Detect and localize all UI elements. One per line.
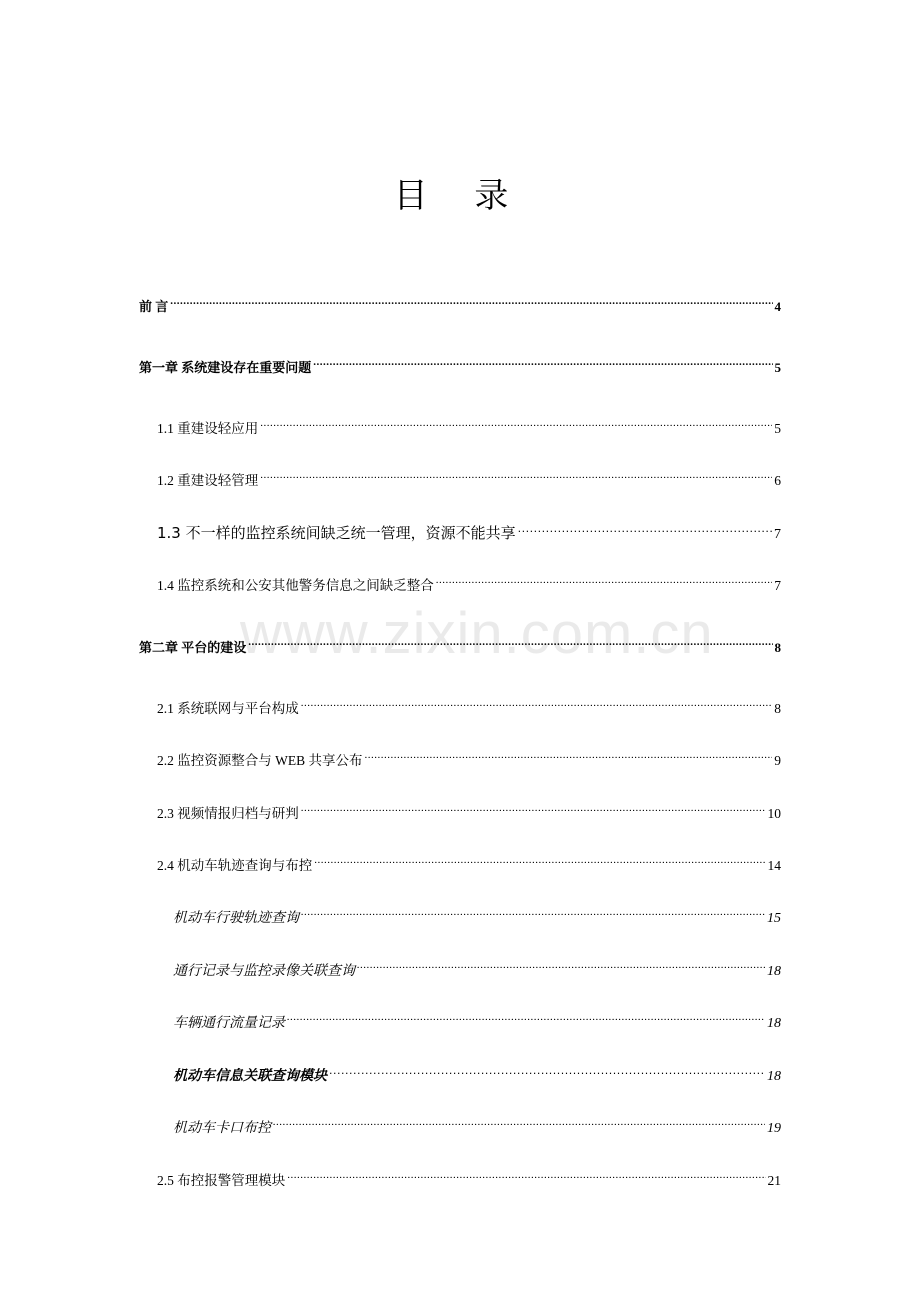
- toc-page-number: 7: [774, 527, 781, 542]
- toc-entry-section-2-1[interactable]: [157, 691, 781, 716]
- toc-leader: [260, 463, 772, 485]
- toc-leader: [365, 743, 773, 765]
- toc-entry-label: 2.1 系统联网与平台构成: [157, 701, 299, 716]
- toc-page-number: 15: [767, 911, 781, 926]
- toc-page-number: 5: [774, 421, 781, 436]
- toc-leader: [287, 1005, 765, 1027]
- toc-leader: [301, 691, 773, 713]
- toc-entry-section-2-3[interactable]: [157, 796, 781, 821]
- toc-entry-label: 机动车行驶轨迹查询: [173, 911, 299, 926]
- toc-entry-label: 2.3 视频情报归档与研判: [157, 806, 299, 821]
- toc-entry-chapter-1[interactable]: [139, 350, 781, 375]
- toc-page-number: 10: [767, 806, 781, 821]
- toc-entry-label: 1.1 重建设轻应用: [157, 421, 259, 436]
- toc-page-number: 9: [774, 753, 781, 768]
- toc-entry-label: 车辆通行流量记录: [173, 1016, 285, 1031]
- toc-page-number: 7: [774, 578, 781, 593]
- toc-entry-section-1-4[interactable]: [157, 568, 781, 593]
- toc-page-number: 4: [774, 299, 781, 314]
- toc-entry-label: 第一章 系统建设存在重要问题: [139, 360, 312, 375]
- toc-entry-label: 通行记录与监控录像关联查询: [173, 964, 355, 979]
- toc-entry-section-2-4[interactable]: [157, 848, 781, 873]
- toc-entry-vehicle-info-module[interactable]: [173, 1058, 781, 1084]
- toc-entry-label: 2.4 机动车轨迹查询与布控: [157, 858, 313, 873]
- toc-entry-vehicle-track-query[interactable]: [173, 900, 781, 926]
- toc-entry-label: 1.3 不一样的监控系统间缺乏统一管理，资源不能共享: [157, 524, 516, 542]
- toc-leader: [260, 411, 772, 433]
- toc-entry-label: 机动车信息关联查询模块: [173, 1068, 327, 1084]
- toc-page-number: 19: [767, 1121, 781, 1136]
- toc-entry-label: 1.4 监控系统和公安其他警务信息之间缺乏整合: [157, 578, 434, 593]
- toc-entry-label: 机动车卡口布控: [173, 1121, 271, 1136]
- toc-leader: [273, 1110, 765, 1132]
- toc-entry-label: 2.5 布控报警管理模块: [157, 1173, 286, 1188]
- toc-page-number: 6: [774, 473, 781, 488]
- toc-entry-section-1-3[interactable]: [157, 516, 781, 542]
- toc-leader: [518, 516, 772, 538]
- toc-page-number: 8: [774, 701, 781, 716]
- page-title: 目 录: [393, 176, 527, 216]
- watermark: www.zixin.com.cn: [240, 601, 714, 666]
- toc-leader: [313, 350, 772, 372]
- toc-entry-label: 2.2 监控资源整合与 WEB 共享公布: [157, 753, 363, 768]
- toc-leader: [301, 900, 765, 922]
- toc-page-number: 18: [767, 1069, 781, 1084]
- toc-entry-record-video-query[interactable]: [173, 953, 781, 979]
- toc-entry-chapter-2[interactable]: [139, 630, 781, 655]
- toc-entry-section-1-1[interactable]: [157, 411, 781, 436]
- toc-leader: [436, 568, 773, 590]
- toc-entry-label: 第二章 平台的建设: [139, 640, 247, 655]
- toc-page-number: 5: [774, 360, 781, 375]
- toc-page-number: 14: [767, 858, 781, 873]
- toc-leader: [301, 796, 766, 818]
- toc-leader: [287, 1163, 765, 1185]
- toc-leader: [357, 953, 765, 975]
- toc-page-number: 21: [767, 1173, 781, 1188]
- toc-entry-checkpoint-control[interactable]: [173, 1110, 781, 1136]
- toc-entry-section-2-2[interactable]: [157, 743, 781, 768]
- toc-leader: [329, 1058, 765, 1080]
- toc-page-number: 18: [767, 964, 781, 979]
- toc-entry-section-1-2[interactable]: [157, 463, 781, 488]
- toc-page-number: 18: [767, 1016, 781, 1031]
- toc-entry-traffic-flow-record[interactable]: [173, 1005, 781, 1031]
- toc-leader: [170, 289, 772, 311]
- toc-leader: [314, 848, 765, 870]
- toc-entry-label: 前 言: [139, 299, 169, 314]
- toc-leader: [248, 630, 772, 652]
- toc-entry-label: 1.2 重建设轻管理: [157, 473, 259, 488]
- toc-page-number: 8: [774, 640, 781, 655]
- toc-entry-section-2-5[interactable]: [157, 1163, 781, 1188]
- toc-entry-preface[interactable]: [139, 289, 781, 314]
